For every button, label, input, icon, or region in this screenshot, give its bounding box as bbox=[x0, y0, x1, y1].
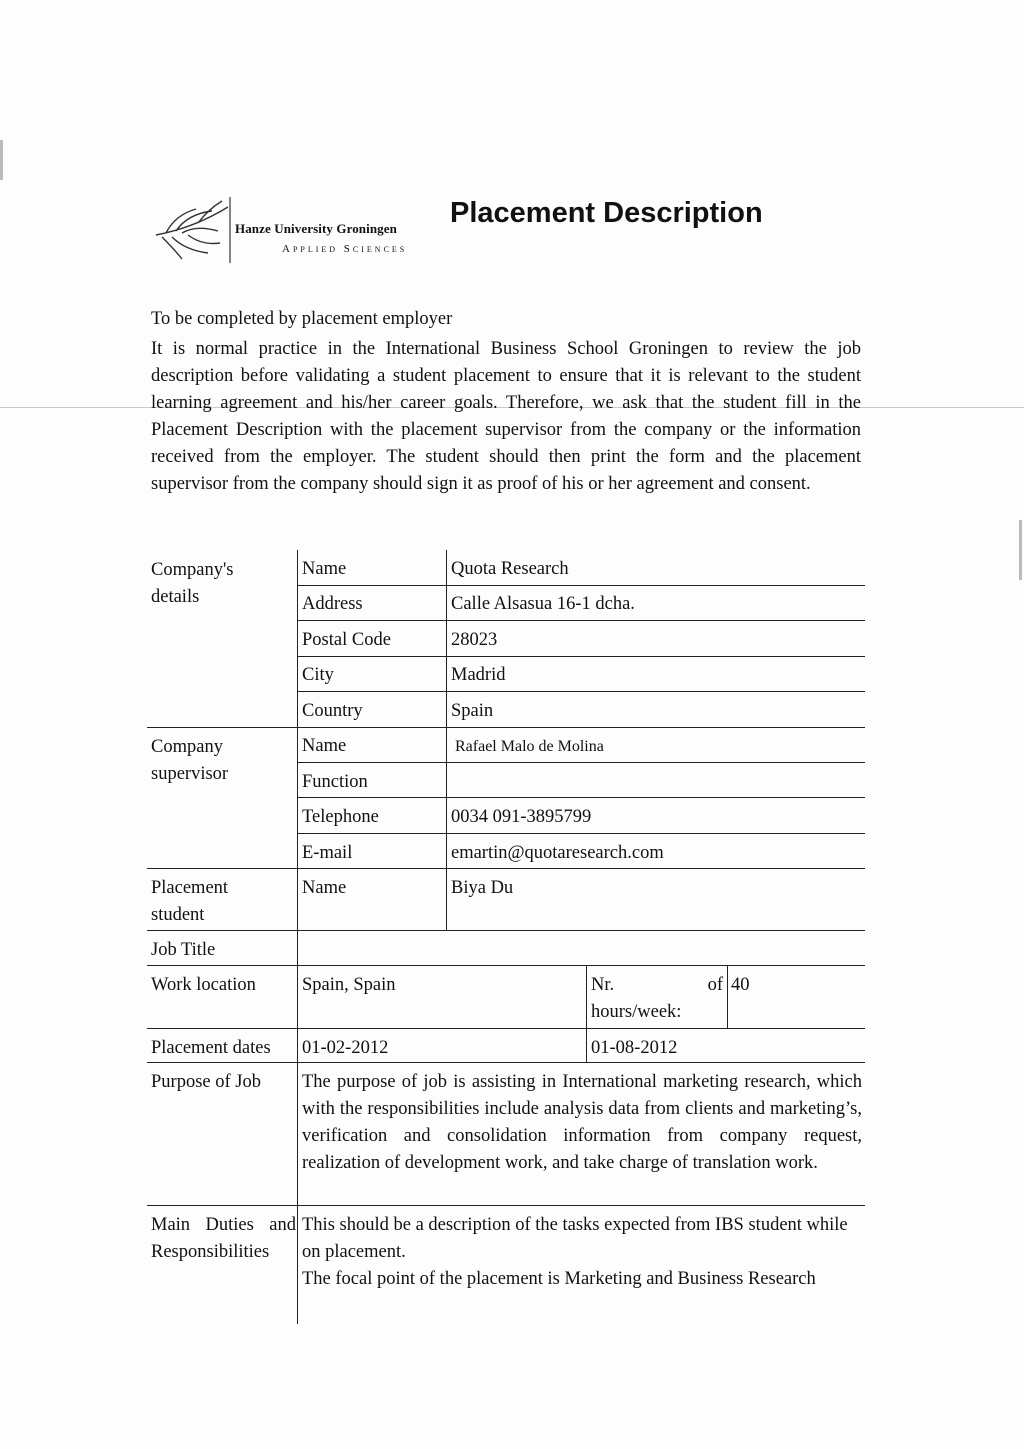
email-label: E-mail bbox=[302, 843, 353, 863]
table-divider bbox=[297, 833, 865, 834]
page-title: Placement Description bbox=[450, 197, 763, 229]
table-divider bbox=[446, 550, 447, 930]
student-name-value: Biya Du bbox=[451, 878, 514, 898]
job-title-label: Job Title bbox=[151, 940, 216, 960]
university-logo bbox=[152, 193, 442, 271]
university-subtitle: Applied Sciences bbox=[282, 243, 408, 255]
placement-end-date: 01-08-2012 bbox=[591, 1038, 678, 1058]
table-divider bbox=[297, 691, 865, 692]
table-divider bbox=[297, 797, 865, 798]
main-duties-label: Main Duties and Responsibilities bbox=[151, 1215, 296, 1262]
work-location-label: Work location bbox=[151, 975, 256, 995]
company-name-value: Quota Research bbox=[451, 559, 569, 579]
scan-edge-mark bbox=[1019, 520, 1022, 580]
hours-per-week-value: 40 bbox=[731, 975, 750, 995]
city-label: City bbox=[302, 665, 334, 685]
table-divider bbox=[297, 550, 298, 1324]
table-divider bbox=[297, 762, 865, 763]
supervisor-name-value: Rafael Malo de Molina bbox=[455, 738, 604, 755]
table-divider bbox=[147, 1062, 865, 1063]
table-divider bbox=[297, 656, 865, 657]
telephone-label: Telephone bbox=[302, 807, 379, 827]
table-divider bbox=[147, 868, 865, 869]
university-name: Hanze University Groningen bbox=[235, 221, 397, 236]
postal-code-label: Postal Code bbox=[302, 630, 391, 650]
student-name-label: Name bbox=[302, 878, 347, 898]
work-location-value: Spain, Spain bbox=[302, 975, 396, 995]
table-divider bbox=[147, 1028, 865, 1029]
hours-per-week-label: Nr. of hours/week: bbox=[591, 975, 723, 1022]
telephone-value: 0034 091-3895799 bbox=[451, 807, 592, 827]
table-divider bbox=[147, 727, 865, 728]
placement-dates-label: Placement dates bbox=[151, 1038, 271, 1058]
city-value: Madrid bbox=[451, 665, 506, 685]
address-value: Calle Alsasua 16-1 dcha. bbox=[451, 594, 635, 614]
table-divider bbox=[727, 966, 728, 1028]
table-divider bbox=[297, 620, 865, 621]
purpose-of-job-label: Purpose of Job bbox=[151, 1072, 261, 1092]
table-divider bbox=[147, 930, 865, 931]
scan-edge-mark bbox=[0, 140, 3, 180]
intro-paragraph: It is normal practice in the International Business School Groningen to review the job description before validating a student placement to ensure that it is relevant to the student learning agreement and his/her career goals. Therefore, we ask that the student fill in the Placement Description with the placement supervisor from the company or the information received from the employer. The student should then print the form and the placement supervisor from the company should sign it as proof of his or her agreement and consent. bbox=[151, 339, 861, 494]
company-details-label: Company's details bbox=[151, 560, 234, 607]
country-value: Spain bbox=[451, 701, 494, 721]
table-divider bbox=[586, 966, 587, 1062]
company-name-label: Name bbox=[302, 559, 347, 579]
email-value: emartin@quotaresearch.com bbox=[451, 843, 664, 863]
main-duties-line-1: This should be a description of the tasks expected from IBS student while on placement. bbox=[302, 1215, 848, 1262]
intro-label: To be completed by placement employer bbox=[151, 309, 453, 329]
table-divider bbox=[297, 585, 865, 586]
supervisor-name-label: Name bbox=[302, 736, 347, 756]
country-label: Country bbox=[302, 701, 363, 721]
main-duties-line-2: The focal point of the placement is Marketing and Business Research bbox=[302, 1269, 816, 1289]
company-supervisor-label: Company supervisor bbox=[151, 737, 229, 784]
branch-icon bbox=[152, 193, 234, 265]
placement-student-label: Placement student bbox=[151, 878, 229, 925]
placement-start-date: 01-02-2012 bbox=[302, 1038, 389, 1058]
address-label: Address bbox=[302, 594, 363, 614]
postal-code-value: 28023 bbox=[451, 630, 498, 650]
function-label: Function bbox=[302, 772, 368, 792]
table-divider bbox=[147, 1205, 865, 1206]
table-divider bbox=[147, 965, 865, 966]
purpose-of-job-value: The purpose of job is assisting in International marketing research, which with the responsibilities include analysis data from clients and marketing’s, verification and consolidation information from company request, realization of development work, and take charge of translation work. bbox=[302, 1072, 862, 1173]
